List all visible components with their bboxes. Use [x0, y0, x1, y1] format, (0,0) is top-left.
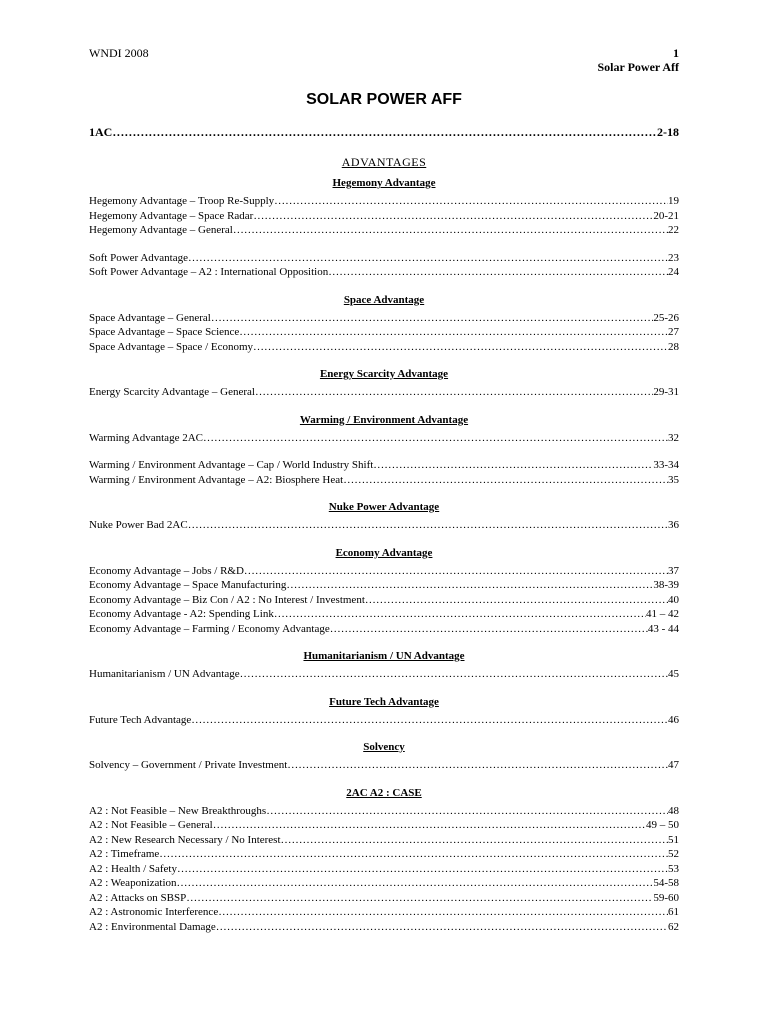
toc-entry-label: Future Tech Advantage	[89, 713, 192, 726]
toc-entry-page: 23	[668, 251, 679, 264]
toc-entry-page: 36	[668, 519, 679, 531]
section-heading: Space Advantage	[343, 293, 425, 306]
toc-entry-label: Solvency – Government / Private Investment	[89, 759, 288, 771]
toc-leader-dots	[244, 564, 668, 579]
toc-entry-label: A2 : Environmental Damage	[89, 920, 216, 933]
advantages-heading: ADVANTAGES	[341, 155, 427, 169]
toc-leader-dots	[343, 473, 668, 488]
toc-entry-page: 59-60	[653, 891, 679, 904]
toc-entry[interactable]	[89, 209, 679, 224]
toc-entry[interactable]	[89, 593, 679, 608]
toc-entry-page: 49 – 50	[646, 819, 679, 831]
toc-entry[interactable]	[89, 607, 679, 622]
section-heading: Economy Advantage	[335, 546, 433, 559]
toc-entry-page: 54-58	[653, 877, 679, 889]
toc-leader-dots	[216, 920, 668, 935]
toc-entry[interactable]	[89, 458, 679, 473]
toc-entry[interactable]	[89, 862, 679, 877]
section-heading: Solvency	[363, 741, 405, 753]
toc-entry[interactable]	[89, 194, 679, 209]
toc-entry-label: A2 : Weaponization	[89, 877, 177, 889]
toc-entry-label: Humanitarianism / UN Advantage	[89, 668, 240, 680]
toc-entry-label: A2 : Not Feasible – New Breakthroughs	[89, 804, 267, 817]
toc-entry-page: 2-18	[657, 125, 679, 139]
toc-leader-dots	[328, 265, 668, 280]
toc-entry[interactable]	[89, 847, 679, 862]
toc-entry[interactable]	[89, 804, 679, 819]
toc-leader-dots	[287, 758, 668, 773]
toc-entry-label: A2 : New Research Necessary / No Interest	[89, 833, 281, 846]
toc-leader-dots	[239, 325, 668, 340]
toc-entry[interactable]	[89, 876, 679, 891]
doc-title: Solar Power Aff	[597, 60, 679, 74]
toc-entry-label: A2 : Timeframe	[89, 848, 160, 860]
table-of-contents	[89, 124, 679, 934]
section-heading: Hegemony Advantage	[332, 177, 436, 189]
toc-entry-page: 29-31	[653, 386, 679, 398]
toc-leader-dots	[253, 340, 668, 355]
toc-leader-dots	[191, 713, 668, 728]
section-heading: 2AC A2 : CASE	[346, 786, 422, 799]
toc-entry-label: Warming / Environment Advantage – Cap / World Industry Shift	[89, 459, 374, 471]
toc-entry-page: 33-34	[653, 459, 679, 471]
toc-entry[interactable]	[89, 713, 679, 728]
toc-leader-dots	[186, 891, 653, 906]
toc-leader-dots	[255, 385, 653, 400]
toc-entry[interactable]	[89, 325, 679, 340]
toc-entry-page: 28	[668, 340, 679, 353]
toc-entry[interactable]	[89, 818, 679, 833]
toc-entry-page: 47	[668, 759, 679, 771]
toc-sections	[89, 176, 679, 934]
toc-entry-page: 45	[668, 668, 679, 680]
toc-leader-dots	[274, 607, 646, 622]
toc-entry-label: Warming / Environment Advantage – A2: Biosphere Heat	[89, 473, 344, 486]
toc-entry-label: Warming Advantage 2AC	[89, 431, 203, 444]
toc-entry-label: A2 : Attacks on SBSP	[89, 891, 187, 904]
toc-leader-dots	[365, 593, 668, 608]
toc-leader-dots	[177, 862, 668, 877]
toc-entry-page: 35	[668, 473, 679, 486]
header-right	[597, 46, 679, 74]
toc-entry-label: Economy Advantage – Biz Con / A2 : No Interest / Investment	[89, 593, 365, 606]
toc-entry-page: 62	[668, 920, 679, 933]
toc-entry-page: 48	[668, 804, 679, 817]
toc-entry-label: Space Advantage – General	[89, 311, 211, 324]
toc-entry-label: Soft Power Advantage – A2 : International Opposition	[89, 266, 329, 278]
toc-leader-dots	[188, 251, 668, 266]
toc-entry-label: Hegemony Advantage – Troop Re-Supply	[89, 195, 275, 207]
toc-entry-page: 38-39	[653, 579, 679, 591]
toc-entry-page: 51	[668, 833, 679, 846]
toc-entry[interactable]	[89, 891, 679, 906]
toc-entry-page: 32	[668, 431, 679, 444]
toc-entry[interactable]	[89, 905, 679, 920]
toc-entry[interactable]	[89, 564, 679, 579]
toc-main-entry[interactable]	[89, 124, 679, 140]
toc-entry-label: Economy Advantage – Jobs / R&D	[89, 564, 244, 577]
section-heading: Future Tech Advantage	[329, 695, 439, 708]
toc-entry[interactable]	[89, 340, 679, 355]
toc-entry-page: 20-21	[653, 209, 679, 222]
toc-entry-label: A2 : Not Feasible – General	[89, 819, 213, 831]
toc-entry[interactable]	[89, 758, 679, 773]
toc-leader-dots	[177, 876, 654, 891]
toc-entry[interactable]	[89, 518, 679, 533]
toc-entry-page: 25-26	[653, 311, 679, 324]
toc-leader-dots	[281, 833, 668, 848]
toc-leader-dots	[211, 311, 653, 326]
section-heading: Humanitarianism / UN Advantage	[303, 650, 465, 662]
toc-entry[interactable]	[89, 265, 679, 280]
toc-entry[interactable]	[89, 223, 679, 238]
toc-leader-dots	[373, 458, 653, 473]
toc-leader-dots	[233, 223, 668, 238]
toc-leader-dots	[213, 818, 646, 833]
toc-entry-page: 41 – 42	[646, 608, 679, 620]
toc-entry-label: Energy Scarcity Advantage – General	[89, 386, 255, 398]
page-number: 1	[673, 46, 679, 60]
section-heading: Nuke Power Advantage	[328, 501, 440, 513]
toc-entry-page: 40	[668, 593, 679, 606]
toc-entry-label: A2 : Astronomic Interference	[89, 906, 219, 918]
toc-leader-dots	[274, 194, 668, 209]
toc-entry-page: 22	[668, 224, 679, 236]
section-heading: Energy Scarcity Advantage	[319, 368, 449, 380]
toc-entry[interactable]	[89, 311, 679, 326]
toc-entry-label: Hegemony Advantage – Space Radar	[89, 209, 254, 222]
header-left: WNDI 2008	[89, 46, 149, 60]
toc-leader-dots	[330, 622, 648, 637]
toc-leader-dots	[112, 124, 657, 140]
toc-entry[interactable]	[89, 833, 679, 848]
toc-leader-dots	[240, 667, 668, 682]
section-heading: Warming / Environment Advantage	[299, 413, 469, 426]
toc-leader-dots	[266, 804, 668, 819]
toc-entry-label: Economy Advantage – Farming / Economy Advantage	[89, 622, 330, 635]
toc-entry-page: 61	[668, 906, 679, 918]
toc-entry[interactable]	[89, 667, 679, 682]
toc-entry[interactable]	[89, 578, 679, 593]
toc-entry[interactable]	[89, 385, 679, 400]
toc-leader-dots	[218, 905, 668, 920]
toc-entry[interactable]	[89, 920, 679, 935]
toc-entry-page: 37	[668, 564, 679, 577]
toc-entry-label: Economy Advantage - A2: Spending Link	[89, 608, 274, 620]
toc-entry-label: Nuke Power Bad 2AC	[89, 519, 188, 531]
toc-entry-page: 46	[668, 713, 679, 726]
toc-entry-label: Space Advantage – Space / Economy	[89, 340, 254, 353]
toc-entry-page: 43 - 44	[647, 622, 679, 635]
toc-leader-dots	[286, 578, 653, 593]
toc-entry-page: 24	[668, 266, 679, 278]
page-title: SOLAR POWER AFF	[306, 91, 462, 108]
toc-leader-dots	[159, 847, 668, 862]
toc-entry-label: A2 : Health / Safety	[89, 862, 177, 875]
toc-entry[interactable]	[89, 251, 679, 266]
toc-entry[interactable]	[89, 473, 679, 488]
toc-entry[interactable]	[89, 431, 679, 446]
toc-entry-label: Soft Power Advantage	[89, 251, 188, 264]
toc-entry[interactable]	[89, 622, 679, 637]
toc-entry-page: 27	[668, 326, 679, 338]
toc-leader-dots	[203, 431, 668, 446]
toc-entry-label: 1AC	[89, 125, 113, 139]
toc-entry-page: 52	[668, 848, 679, 860]
toc-leader-dots	[188, 518, 668, 533]
toc-entry-page: 53	[668, 862, 679, 875]
toc-leader-dots	[253, 209, 653, 224]
toc-entry-page: 19	[668, 195, 679, 207]
toc-entry-label: Hegemony Advantage – General	[89, 224, 233, 236]
toc-entry-label: Economy Advantage – Space Manufacturing	[89, 579, 287, 591]
toc-entry-label: Space Advantage – Space Science	[89, 326, 240, 338]
